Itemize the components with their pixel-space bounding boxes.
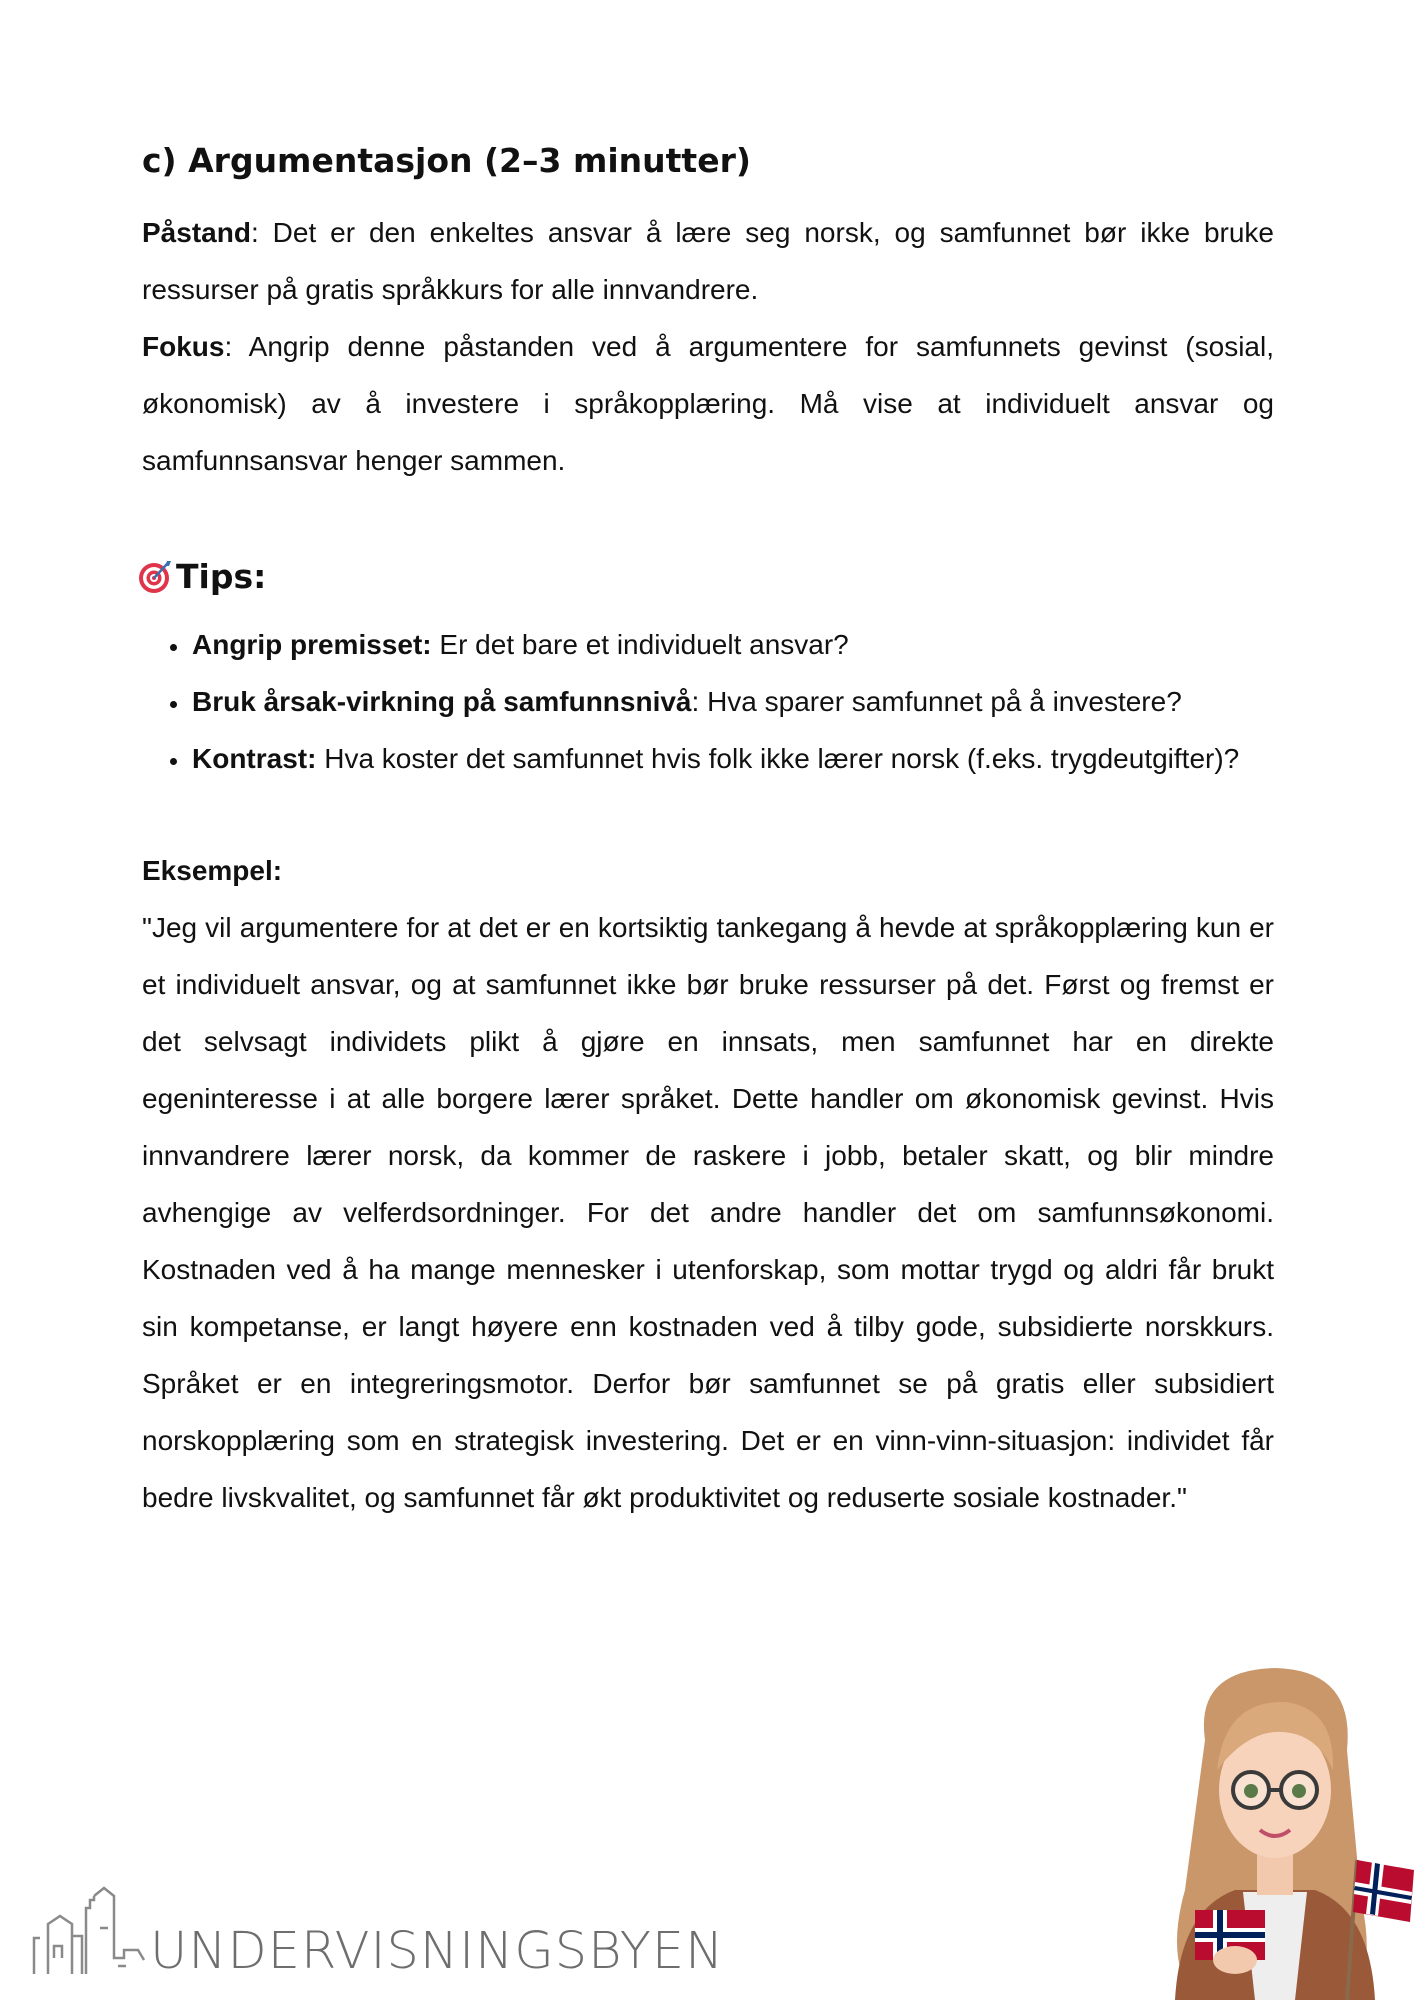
tips-title: Tips: [176, 557, 267, 596]
tip-label: Kontrast: [192, 743, 317, 774]
tips-list [142, 616, 1274, 787]
focus-label: Fokus [142, 331, 225, 362]
tips-heading [138, 544, 1274, 610]
tip-item [190, 730, 1274, 787]
focus-paragraph [142, 318, 1274, 489]
claim-label: Påstand [142, 217, 251, 248]
tip-item [190, 673, 1274, 730]
document-page [142, 128, 1274, 1526]
section-title: c) Argumentasjon (2–3 minutter) [142, 141, 751, 180]
brand-logo [30, 1868, 725, 1981]
tip-label: Bruk årsak-virkning på samfunnsnivå [192, 686, 692, 717]
claim-text: : Det er den enkeltes ansvar å lære seg norsk, og samfunnet bør ikke bruke ressurser på gratis språkkurs for alle innvandrere. [142, 217, 1274, 305]
norwegian-flag-icon [1353, 1860, 1414, 1922]
tip-text: Er det bare et individuelt ansvar? [431, 629, 849, 660]
focus-text: : Angrip denne påstanden ved å argumentere for samfunnets gevinst (sosial, økonomisk) av å investere i språkopplæring. Må vise at individuelt ansvar og samfunnsansvar henger sammen. [142, 331, 1274, 476]
claim-paragraph [142, 204, 1274, 318]
tip-text: Hva koster det samfunnet hvis folk ikke lærer norsk (f.eks. trygdeutgifter)? [316, 743, 1240, 774]
tip-item [190, 616, 1274, 673]
target-icon [138, 560, 172, 594]
example-text: "Jeg vil argumentere for at det er en kortsiktig tankegang å hevde at språkopplæring kun er et individuelt ansvar, og at samfunnet ikke bør bruke ressurser på det. Først og fremst er det selvsagt individets plikt å gjøre en innsats, men samfunnet har en direkte egeninteresse i at alle borgere lærer språket. Dette handler om økonomisk gevinst. Hvis innvandrere lærer norsk, da kommer de raskere i jobb, betaler skatt, og blir mindre avhengige av velferdsordninger. For det andre handler det om samfunnsøkonomi. Kostnaden ved å ha mange mennesker i utenforskap, som mottar trygd og aldri får brukt sin kompetanse, er langt høyere enn kostnaden ved å tilby gode, subsidierte norskkurs. Språket er en integreringsmotor. Derfor bør samfunnet se på gratis eller subsidiert norskopplæring som en strategisk investering. Det er en vinn-vinn-situasjon: individet får bedre livskvalitet, og samfunnet får økt produktivitet og reduserte sosiale kostnader." [142, 912, 1274, 1513]
brand-name: UNDERVISNINGSBYEN [150, 1922, 725, 1981]
tip-label: Angrip premisset: [192, 629, 432, 660]
example-label: Eksempel: [142, 855, 283, 886]
city-skyline-logo-icon [30, 1868, 146, 1978]
teacher-mascot-illustration [1125, 1660, 1414, 2000]
tip-text: : Hva sparer samfunnet på å investere? [691, 686, 1182, 717]
